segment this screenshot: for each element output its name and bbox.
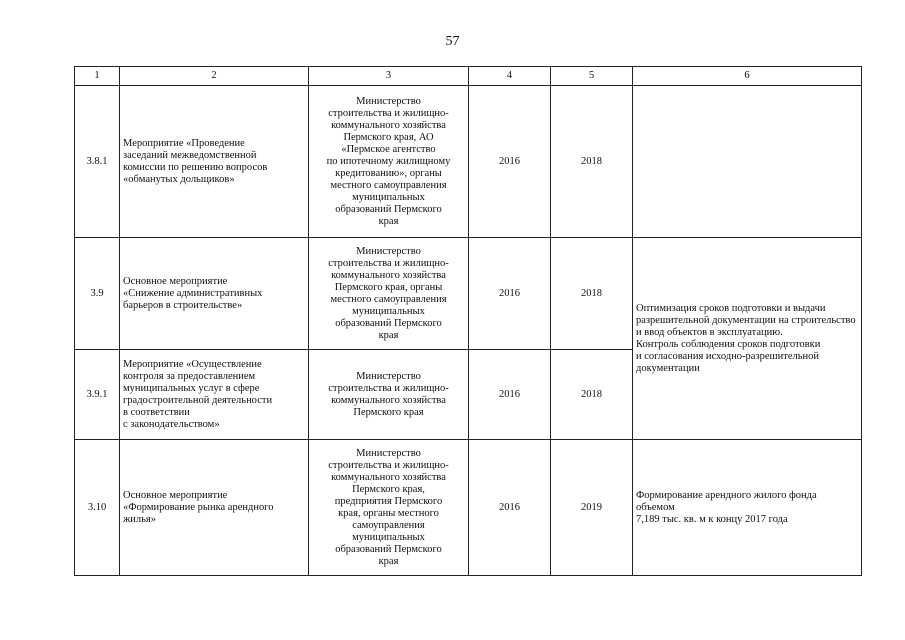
column-header-1: 1	[75, 67, 120, 86]
table-row	[75, 238, 862, 350]
executor: Министерство строительства и жилищно- коммунального хозяйства Пермского края, предприятия Пермского края, органы местного самоуправления муниципальных образований Пермского края	[309, 440, 469, 576]
start-year: 2016	[469, 350, 551, 440]
start-year: 2016	[469, 86, 551, 238]
end-year: 2018	[551, 86, 633, 238]
column-header-4: 4	[469, 67, 551, 86]
start-year: 2016	[469, 440, 551, 576]
column-header-6: 6	[633, 67, 862, 86]
expected-result	[633, 86, 862, 238]
executor: Министерство строительства и жилищно- коммунального хозяйства Пермского края	[309, 350, 469, 440]
page-number: 57	[445, 34, 460, 49]
table-header-row	[75, 67, 862, 86]
row-number: 3.10	[75, 440, 120, 576]
executor: Министерство строительства и жилищно- коммунального хозяйства Пермского края, органы местного самоуправления муниципальных образований Пермского края	[309, 238, 469, 350]
end-year: 2018	[551, 350, 633, 440]
row-number: 3.9	[75, 238, 120, 350]
executor: Министерство строительства и жилищно- коммунального хозяйства Пермского края, АО «Пермское агентство по ипотечному жилищному кредитованию», органы местного самоуправления муниципальных образований Пермского края	[309, 86, 469, 238]
column-header-3: 3	[309, 67, 469, 86]
end-year: 2019	[551, 440, 633, 576]
expected-result: Формирование арендного жилого фонда объемом 7,189 тыс. кв. м к концу 2017 года	[633, 440, 862, 576]
start-year: 2016	[469, 238, 551, 350]
measures-table	[74, 66, 862, 576]
measure-name: Основное мероприятие «Снижение административных барьеров в строительстве»	[120, 238, 309, 350]
column-header-5: 5	[551, 67, 633, 86]
end-year: 2018	[551, 238, 633, 350]
expected-result: Оптимизация сроков подготовки и выдачи разрешительной документации на строительство и ввод объектов в эксплуатацию. Контроль соблюдения сроков подготовки и согласования исходно-разрешительной документации	[633, 238, 862, 440]
measure-name: Основное мероприятие «Формирование рынка арендного жилья»	[120, 440, 309, 576]
column-header-2: 2	[120, 67, 309, 86]
measure-name: Мероприятие «Осуществление контроля за предоставлением муниципальных услуг в сфере градостроительной деятельности в соответствии с законодательством»	[120, 350, 309, 440]
row-number: 3.8.1	[75, 86, 120, 238]
table-row	[75, 86, 862, 238]
row-number: 3.9.1	[75, 350, 120, 440]
measure-name: Мероприятие «Проведение заседаний межведомственной комиссии по решению вопросов «обманутых дольщиков»	[120, 86, 309, 238]
table-row	[75, 440, 862, 576]
